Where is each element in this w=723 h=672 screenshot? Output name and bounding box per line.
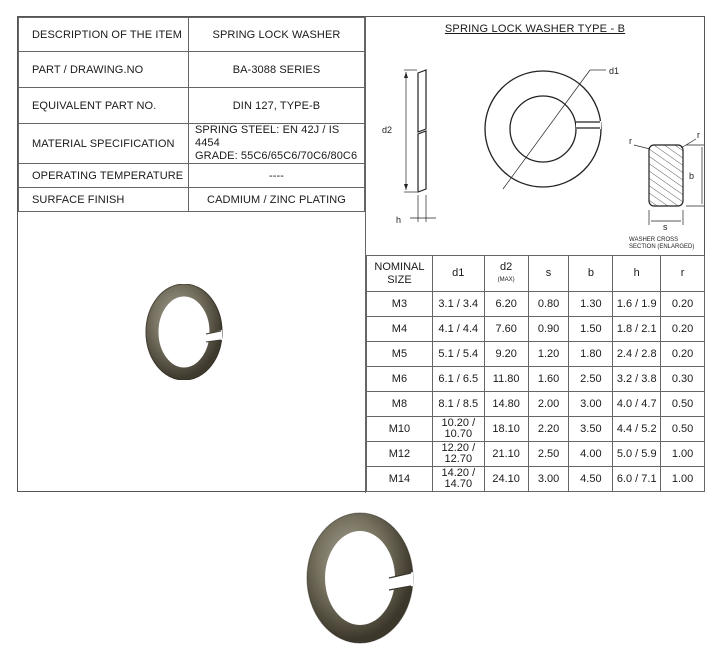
cell-d1-line: 6.1 / 6.5 bbox=[438, 372, 479, 385]
spec-value-line: GRADE: 55C6/65C6/70C6/80C6 bbox=[195, 150, 358, 162]
spec-label: SURFACE FINISH bbox=[19, 188, 189, 212]
cell-size: M14 bbox=[367, 467, 433, 492]
cell-b: 3.00 bbox=[569, 392, 613, 417]
label-r-left: r bbox=[629, 136, 632, 146]
washer-side-view bbox=[404, 70, 436, 222]
spec-label: EQUIVALENT PART NO. bbox=[19, 88, 189, 124]
cell-s: 3.00 bbox=[528, 467, 569, 492]
spec-value: ---- bbox=[189, 164, 365, 188]
cell-h: 5.0 / 5.9 bbox=[613, 442, 661, 467]
drawing-title: SPRING LOCK WASHER TYPE - B bbox=[444, 23, 626, 35]
cell-b: 2.50 bbox=[569, 367, 613, 392]
dimension-header-row bbox=[367, 256, 705, 292]
header-cell: s bbox=[528, 256, 569, 292]
cell-r: 0.50 bbox=[661, 417, 705, 442]
cell-b: 1.80 bbox=[569, 342, 613, 367]
cell-r: 0.20 bbox=[661, 342, 705, 367]
spec-value: SPRING LOCK WASHER bbox=[189, 18, 365, 52]
header-line: NOMINAL bbox=[374, 260, 425, 273]
cell-d1-line: 14.20 / bbox=[441, 467, 476, 479]
cell-b: 3.50 bbox=[569, 417, 613, 442]
cell-d1 bbox=[432, 442, 484, 467]
cell-size: M4 bbox=[367, 317, 433, 342]
cell-size: M12 bbox=[367, 442, 433, 467]
cell-s: 1.20 bbox=[528, 342, 569, 367]
cell-size: M6 bbox=[367, 367, 433, 392]
cell-h: 4.4 / 5.2 bbox=[613, 417, 661, 442]
cell-size: M5 bbox=[367, 342, 433, 367]
spec-row bbox=[19, 124, 365, 164]
washer-front-view bbox=[485, 70, 606, 189]
cell-s: 2.50 bbox=[528, 442, 569, 467]
washer-cross-section bbox=[634, 139, 704, 225]
cell-b: 1.30 bbox=[569, 292, 613, 317]
cell-size: M3 bbox=[367, 292, 433, 317]
label-d2: d2 bbox=[382, 125, 393, 135]
cell-h: 2.4 / 2.8 bbox=[613, 342, 661, 367]
cell-d1-line: 4.1 / 4.4 bbox=[438, 322, 479, 335]
cell-d1-line: 10.70 bbox=[444, 428, 473, 440]
washer-photo-small bbox=[144, 284, 224, 380]
cell-s: 2.00 bbox=[528, 392, 569, 417]
spec-table bbox=[18, 17, 365, 212]
cell-d1-line: 14.70 bbox=[444, 478, 473, 490]
spec-label: DESCRIPTION OF THE ITEM bbox=[19, 18, 189, 52]
cell-b: 1.50 bbox=[569, 317, 613, 342]
cell-d1-line: 12.20 / bbox=[441, 442, 476, 454]
spec-label: OPERATING TEMPERATURE bbox=[19, 164, 189, 188]
label-r-right: r bbox=[697, 130, 700, 140]
caption-line: SECTION (ENLARGED) bbox=[629, 244, 695, 250]
spec-label: PART / DRAWING.NO bbox=[19, 52, 189, 88]
cell-r: 0.50 bbox=[661, 392, 705, 417]
washer-drawing bbox=[366, 17, 704, 255]
cell-d1 bbox=[432, 367, 484, 392]
cell-d2: 24.10 bbox=[484, 467, 528, 492]
cell-r: 0.30 bbox=[661, 367, 705, 392]
label-b: b bbox=[689, 171, 695, 181]
cell-d1 bbox=[432, 417, 484, 442]
cell-d2: 18.10 bbox=[484, 417, 528, 442]
table-row bbox=[367, 467, 705, 492]
cell-d2: 14.80 bbox=[484, 392, 528, 417]
cell-d1-line: 12.70 bbox=[444, 453, 473, 465]
cell-d1-line: 8.1 / 8.5 bbox=[438, 397, 479, 410]
cell-b: 4.50 bbox=[569, 467, 613, 492]
cell-h: 1.6 / 1.9 bbox=[613, 292, 661, 317]
cell-d1 bbox=[432, 317, 484, 342]
header-line: SIZE bbox=[387, 273, 412, 286]
cell-d2: 11.80 bbox=[484, 367, 528, 392]
cell-size: M10 bbox=[367, 417, 433, 442]
cell-r: 1.00 bbox=[661, 467, 705, 492]
spec-row bbox=[19, 52, 365, 88]
header-cell bbox=[367, 256, 433, 292]
table-row bbox=[367, 317, 705, 342]
cell-s: 0.80 bbox=[528, 292, 569, 317]
label-s: s bbox=[663, 222, 668, 232]
cell-d2: 21.10 bbox=[484, 442, 528, 467]
cell-d2: 7.60 bbox=[484, 317, 528, 342]
table-row bbox=[367, 442, 705, 467]
header-cell: h bbox=[613, 256, 661, 292]
header-cell: b bbox=[569, 256, 613, 292]
cell-h: 3.2 / 3.8 bbox=[613, 367, 661, 392]
spec-row bbox=[19, 88, 365, 124]
dimension-table bbox=[366, 255, 705, 492]
header-line: d2 bbox=[500, 260, 513, 273]
label-h: h bbox=[396, 215, 402, 225]
washer-photo-large bbox=[305, 512, 415, 644]
label-d1: d1 bbox=[609, 66, 620, 76]
header-cell: r bbox=[661, 256, 705, 292]
spec-row bbox=[19, 18, 365, 52]
cell-d1-line: 5.1 / 5.4 bbox=[438, 347, 479, 360]
spec-value: BA-3088 SERIES bbox=[189, 52, 365, 88]
spec-value: CADMIUM / ZINC PLATING bbox=[189, 188, 365, 212]
spec-row bbox=[19, 188, 365, 212]
technical-drawing bbox=[366, 17, 704, 255]
table-row bbox=[367, 392, 705, 417]
table-row bbox=[367, 367, 705, 392]
cell-d1 bbox=[432, 292, 484, 317]
header-cell bbox=[484, 256, 528, 292]
cell-d1 bbox=[432, 392, 484, 417]
cell-d1-line: 3.1 / 3.4 bbox=[438, 297, 479, 310]
spec-row bbox=[19, 164, 365, 188]
spec-value: DIN 127, TYPE-B bbox=[189, 88, 365, 124]
table-row bbox=[367, 417, 705, 442]
header-cell: d1 bbox=[432, 256, 484, 292]
arrow-head bbox=[404, 72, 408, 78]
arrow-head bbox=[404, 184, 408, 190]
table-row bbox=[367, 342, 705, 367]
cell-b: 4.00 bbox=[569, 442, 613, 467]
caption-line: WASHER CROSS bbox=[629, 237, 679, 243]
cell-s: 0.90 bbox=[528, 317, 569, 342]
cell-h: 1.8 / 2.1 bbox=[613, 317, 661, 342]
spec-value-line: SPRING STEEL: EN 42J / IS 4454 bbox=[195, 124, 340, 149]
cell-r: 0.20 bbox=[661, 292, 705, 317]
table-row bbox=[367, 292, 705, 317]
cell-d2: 6.20 bbox=[484, 292, 528, 317]
cell-h: 4.0 / 4.7 bbox=[613, 392, 661, 417]
drawing-sheet bbox=[17, 16, 705, 492]
cell-h: 6.0 / 7.1 bbox=[613, 467, 661, 492]
spec-label: MATERIAL SPECIFICATION bbox=[19, 124, 189, 164]
cell-d1 bbox=[432, 467, 484, 492]
cell-d2: 9.20 bbox=[484, 342, 528, 367]
header-sub: (MAX) bbox=[497, 276, 515, 283]
cell-r: 0.20 bbox=[661, 317, 705, 342]
cell-r: 1.00 bbox=[661, 442, 705, 467]
cell-s: 2.20 bbox=[528, 417, 569, 442]
cell-d1-line: 10.20 / bbox=[441, 417, 476, 429]
cell-s: 1.60 bbox=[528, 367, 569, 392]
spec-value bbox=[189, 124, 365, 164]
cell-size: M8 bbox=[367, 392, 433, 417]
dimension-table-body bbox=[367, 292, 705, 492]
cell-d1 bbox=[432, 342, 484, 367]
